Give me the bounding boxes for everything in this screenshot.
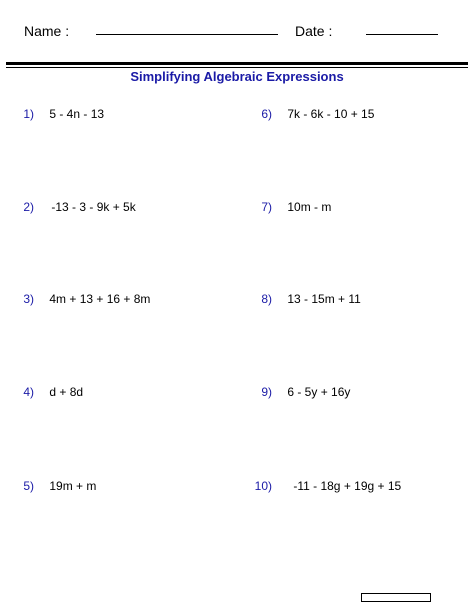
problem-number: 7) bbox=[261, 200, 272, 214]
problem-7 bbox=[252, 200, 331, 214]
problem-number: 5) bbox=[23, 479, 34, 493]
name-label: Name : bbox=[24, 23, 70, 39]
problem-number: 8) bbox=[261, 292, 272, 306]
problem-expression: 13 - 15m + 11 bbox=[287, 292, 361, 306]
problem-expression: 19m + m bbox=[49, 479, 97, 493]
problem-expression: d + 8d bbox=[49, 385, 84, 399]
problem-number: 10) bbox=[254, 479, 272, 493]
problem-number: 2) bbox=[23, 200, 34, 214]
date-label: Date : bbox=[295, 23, 333, 39]
date-blank-line[interactable] bbox=[366, 34, 438, 35]
problem-number: 9) bbox=[261, 385, 272, 399]
problem-6 bbox=[252, 107, 374, 121]
problem-number: 3) bbox=[23, 292, 34, 306]
footer-box bbox=[361, 593, 431, 602]
problem-number: 6) bbox=[261, 107, 272, 121]
problem-number: 1) bbox=[23, 107, 34, 121]
problem-expression: 7k - 6k - 10 + 15 bbox=[287, 107, 375, 121]
problem-expression: -13 - 3 - 9k + 5k bbox=[51, 200, 136, 214]
header-divider-thin bbox=[6, 67, 468, 68]
header-divider-thick bbox=[6, 62, 468, 65]
problem-number: 4) bbox=[23, 385, 34, 399]
problem-expression: 6 - 5y + 16y bbox=[287, 385, 351, 399]
problem-5 bbox=[6, 479, 96, 493]
problem-2 bbox=[6, 200, 136, 214]
problem-4 bbox=[6, 385, 83, 399]
problem-10 bbox=[252, 479, 401, 493]
worksheet-title: Simplifying Algebraic Expressions bbox=[130, 69, 344, 84]
problem-8 bbox=[252, 292, 361, 306]
problem-expression: -11 - 18g + 19g + 15 bbox=[293, 479, 402, 493]
problem-expression: 4m + 13 + 16 + 8m bbox=[49, 292, 151, 306]
problem-3 bbox=[6, 292, 150, 306]
problem-1 bbox=[6, 107, 104, 121]
problem-expression: 5 - 4n - 13 bbox=[49, 107, 105, 121]
name-blank-line[interactable] bbox=[96, 34, 278, 35]
problem-9 bbox=[252, 385, 350, 399]
problem-expression: 10m - m bbox=[287, 200, 332, 214]
